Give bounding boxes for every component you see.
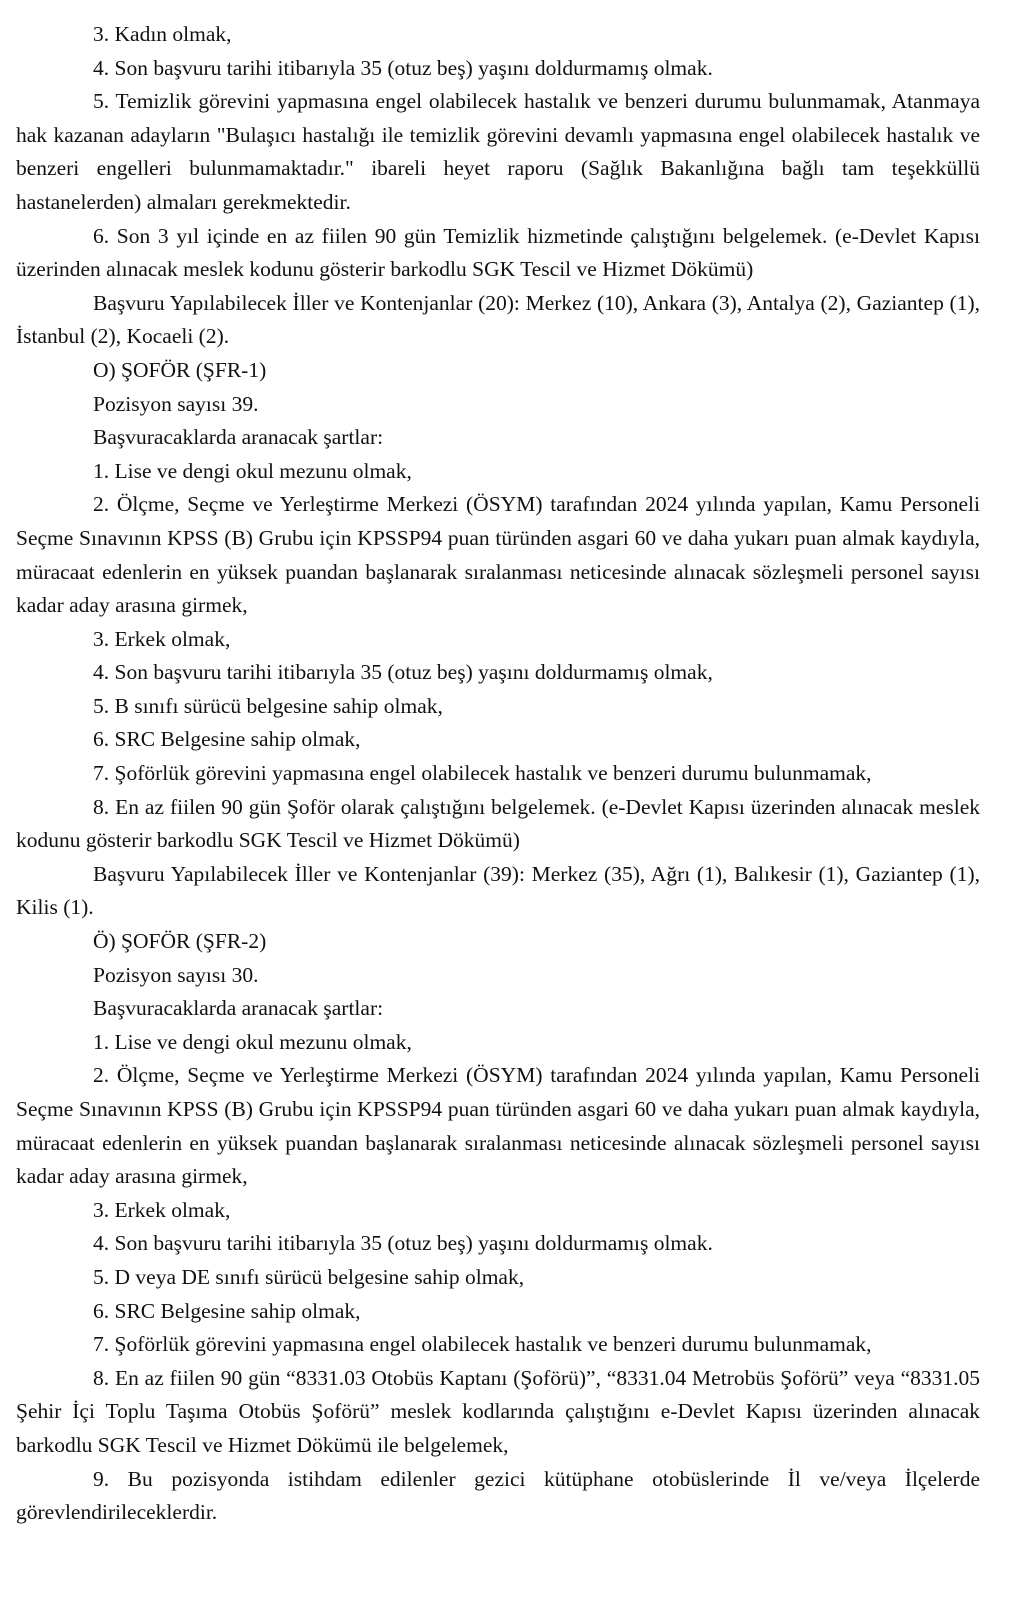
requirement-item: 4. Son başvuru tarihi itibarıyla 35 (otuz beş) yaşını doldurmamış olmak.	[93, 55, 713, 80]
requirement-item: 8. En az fiilen 90 gün Şoför olarak çalıştığını belgelemek. (e-Devlet Kapısı üzerinden alınacak meslek kodunu gösterir barkodlu SGK Tescil ve Hizmet Dökümü)	[16, 794, 980, 853]
position-count: Pozisyon sayısı 39.	[93, 391, 259, 416]
requirement-item: 2. Ölçme, Seçme ve Yerleştirme Merkezi (ÖSYM) tarafından 2024 yılında yapılan, Kamu Personeli Seçme Sınavının KPSS (B) Grubu için KPSSP94 puan türünden asgari 60 ve daha yukarı puan almak kaydıyla, müracaat edenlerin en yüksek puandan başlanarak sıralanması neticesinde alınacak sözleşmeli personel sayısı kadar aday arasına girmek,	[16, 1063, 980, 1189]
requirement-item: 8. En az fiilen 90 gün “8331.03 Otobüs Kaptanı (Şoförü)”, “8331.04 Metrobüs Şoförü” veya “8331.05 Şehir İçi Toplu Taşıma Otobüs Şoförü” meslek kodlarında çalıştığını e-Devlet Kapısı üzerinden alınacak barkodlu SGK Tescil ve Hizmet Dökümü ile belgelemek,	[16, 1365, 980, 1457]
requirement-item: 4. Son başvuru tarihi itibarıyla 35 (otuz beş) yaşını doldurmamış olmak,	[93, 660, 713, 685]
quota-paragraph: Başvuru Yapılabilecek İller ve Kontenjanlar (39): Merkez (35), Ağrı (1), Balıkesir (1), Gaziantep (1), Kilis (1).	[16, 861, 980, 920]
requirement-item: 4. Son başvuru tarihi itibarıyla 35 (otuz beş) yaşını doldurmamış olmak.	[93, 1231, 713, 1256]
document-page	[16, 18, 980, 1530]
requirements-heading: Başvuracaklarda aranacak şartlar:	[93, 425, 384, 450]
requirement-item: 9. Bu pozisyonda istihdam edilenler gezici kütüphane otobüslerinde İl ve/veya İlçelerde görevlendirileceklerdir.	[16, 1466, 980, 1525]
requirement-item: 1. Lise ve dengi okul mezunu olmak,	[93, 458, 412, 483]
position-count: Pozisyon sayısı 30.	[93, 962, 259, 987]
requirement-item: 3. Erkek olmak,	[93, 1197, 231, 1222]
requirement-item: 5. D veya DE sınıfı sürücü belgesine sahip olmak,	[93, 1264, 525, 1289]
requirement-item: 3. Kadın olmak,	[93, 22, 232, 46]
quota-paragraph: Başvuru Yapılabilecek İller ve Kontenjanlar (20): Merkez (10), Ankara (3), Antalya (2), Gaziantep (1), İstanbul (2), Kocaeli (2).	[16, 290, 980, 349]
requirement-item: 5. Temizlik görevini yapmasına engel olabilecek hastalık ve benzeri durumu bulunmamak, Atanmaya hak kazanan adayların "Bulaşıcı hastalığı ile temizlik görevini devamlı yapmasına engel olabilecek hastalık ve benzeri engelleri bulunmamaktadır." ibareli heyet raporu (Sağlık Bakanlığına bağlı tam teşekküllü hastanelerden) almaları gerekmektedir.	[16, 89, 980, 214]
section-heading: Ö) ŞOFÖR (ŞFR-2)	[93, 929, 267, 954]
requirement-item: 6. SRC Belgesine sahip olmak,	[93, 1298, 361, 1323]
requirement-item: 1. Lise ve dengi okul mezunu olmak,	[93, 1029, 412, 1054]
requirement-item: 3. Erkek olmak,	[93, 626, 231, 651]
requirement-item: 2. Ölçme, Seçme ve Yerleştirme Merkezi (ÖSYM) tarafından 2024 yılında yapılan, Kamu Personeli Seçme Sınavının KPSS (B) Grubu için KPSSP94 puan türünden asgari 60 ve daha yukarı puan almak kaydıyla, müracaat edenlerin en yüksek puandan başlanarak sıralanması neticesinde alınacak sözleşmeli personel sayısı kadar aday arasına girmek,	[16, 492, 980, 618]
requirement-item: 6. SRC Belgesine sahip olmak,	[93, 727, 361, 752]
section-heading: O) ŞOFÖR (ŞFR-1)	[93, 357, 267, 382]
requirement-item: 7. Şoförlük görevini yapmasına engel olabilecek hastalık ve benzeri durumu bulunmamak,	[93, 761, 872, 786]
requirement-item: 6. Son 3 yıl içinde en az fiilen 90 gün Temizlik hizmetinde çalıştığını belgelemek. (e-Devlet Kapısı üzerinden alınacak meslek kodunu gösterir barkodlu SGK Tescil ve Hizmet Dökümü)	[16, 223, 980, 282]
requirements-heading: Başvuracaklarda aranacak şartlar:	[93, 996, 384, 1021]
requirement-item: 7. Şoförlük görevini yapmasına engel olabilecek hastalık ve benzeri durumu bulunmamak,	[93, 1332, 872, 1357]
requirement-item: 5. B sınıfı sürücü belgesine sahip olmak,	[93, 693, 443, 718]
